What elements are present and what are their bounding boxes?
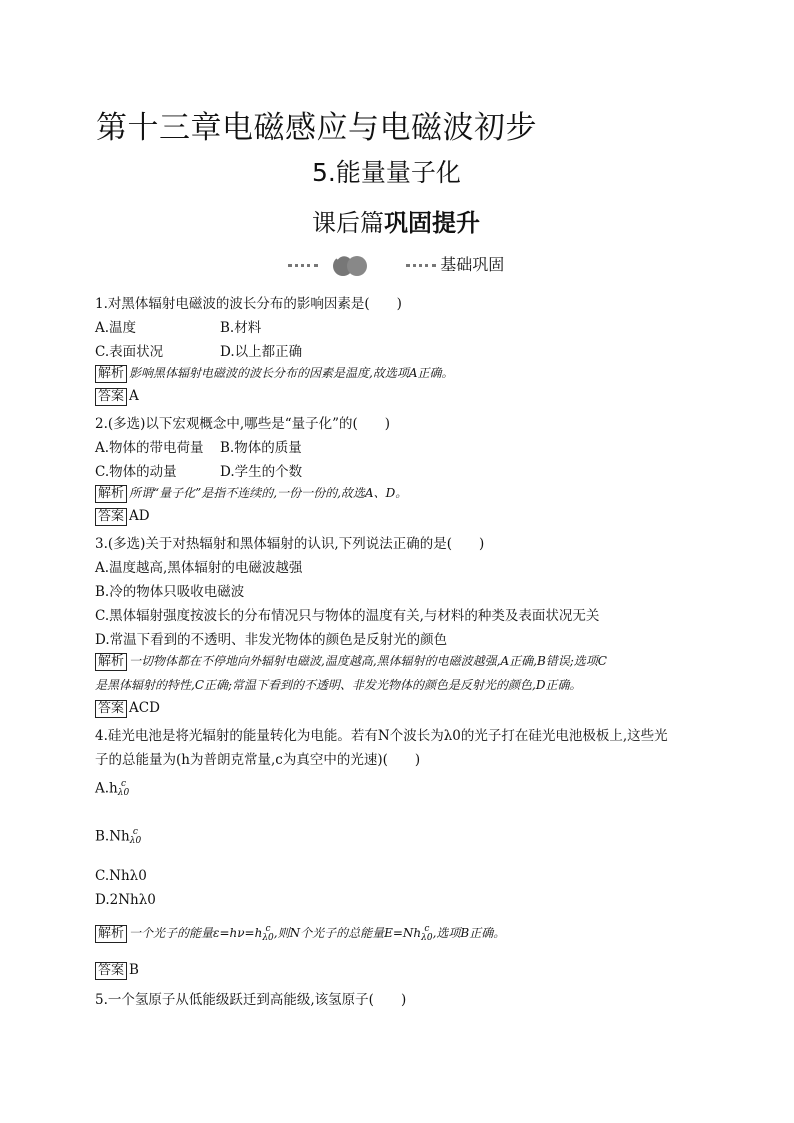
- answer-tag: 答案: [95, 962, 127, 980]
- q3-option-d: D.常温下看到的不透明、非发光物体的颜色是反射光的颜色: [95, 632, 448, 648]
- q3-stem: 3.(多选)关于对热辐射和黑体辐射的认识,下列说法正确的是( ): [95, 536, 485, 552]
- analysis-tag: 解析: [95, 365, 127, 383]
- q1-answer: 答案 A: [95, 388, 139, 406]
- q4-analysis: 解析 一个光子的能量ε=hν=h c λ0 ,则N个光子的总能量E=Nh c λ0 ,选项B正确。: [95, 924, 505, 943]
- q4-answer: 答案 B: [95, 962, 139, 980]
- q4-option-a: A.h c λ0: [95, 779, 130, 798]
- q4-option-d: D.2Nhλ0: [95, 892, 156, 908]
- q1-stem: 1.对黑体辐射电磁波的波长分布的影响因素是( ): [95, 296, 402, 312]
- q3-answer: 答案 ACD: [95, 700, 160, 718]
- q2-answer: 答案 AD: [95, 508, 150, 526]
- q3-option-a: A.温度越高,黑体辐射的电磁波越强: [95, 560, 303, 576]
- section-title: 课后篇巩固提升: [312, 209, 480, 237]
- q4-option-b: B.Nh c λ0: [95, 827, 142, 846]
- q4-stem-cont: 子的总能量为(h为普朗克常量,c为真空中的光速)( ): [95, 752, 421, 768]
- q4-stem: 4.硅光电池是将光辐射的能量转化为电能。若有N个波长为λ0的光子打在硅光电池极板上,这些光: [95, 728, 668, 744]
- q2-stem: 2.(多选)以下宏观概念中,哪些是“量子化”的( ): [95, 416, 391, 432]
- q3-analysis: 解析 一切物体都在不停地向外辐射电磁波,温度越高,黑体辐射的电磁波越强,A正确,B错误;选项C: [95, 652, 607, 671]
- q2-analysis: 解析 所谓“量子化”是指不连续的,一份一份的,故选A、D。: [95, 484, 407, 503]
- circles-icon: [327, 253, 373, 279]
- subsection-title: 基础巩固: [440, 255, 505, 274]
- analysis-tag: 解析: [95, 485, 127, 503]
- q1-options-ab: A.温度 B.材料: [95, 320, 262, 336]
- analysis-tag: 解析: [95, 653, 127, 671]
- q5-stem: 5.一个氢原子从低能级跃迁到高能级,该氢原子( ): [95, 992, 407, 1008]
- lesson-title: 5.能量量子化: [312, 158, 461, 187]
- q1-options-cd: C.表面状况 D.以上都正确: [95, 344, 303, 360]
- answer-tag: 答案: [95, 700, 127, 718]
- q2-options-ab: A.物体的带电荷量 B.物体的质量: [95, 440, 302, 456]
- subsection-header: [288, 252, 504, 280]
- answer-tag: 答案: [95, 508, 127, 526]
- q2-options-cd: C.物体的动量 D.学生的个数: [95, 464, 303, 480]
- q3-analysis-cont: 是黑体辐射的特性,C正确;常温下看到的不透明、非发光物体的颜色是反射光的颜色,D正确。: [95, 678, 582, 692]
- q3-option-b: B.冷的物体只吸收电磁波: [95, 584, 245, 600]
- chapter-title: 第十三章电磁感应与电磁波初步: [96, 110, 537, 146]
- answer-tag: 答案: [95, 388, 127, 406]
- analysis-tag: 解析: [95, 925, 127, 943]
- q3-option-c: C.黑体辐射强度按波长的分布情况只与物体的温度有关,与材料的种类及表面状况无关: [95, 608, 600, 624]
- q1-analysis: 解析 影响黑体辐射电磁波的波长分布的因素是温度,故选项A正确。: [95, 364, 454, 383]
- q4-option-c: C.Nhλ0: [95, 868, 147, 884]
